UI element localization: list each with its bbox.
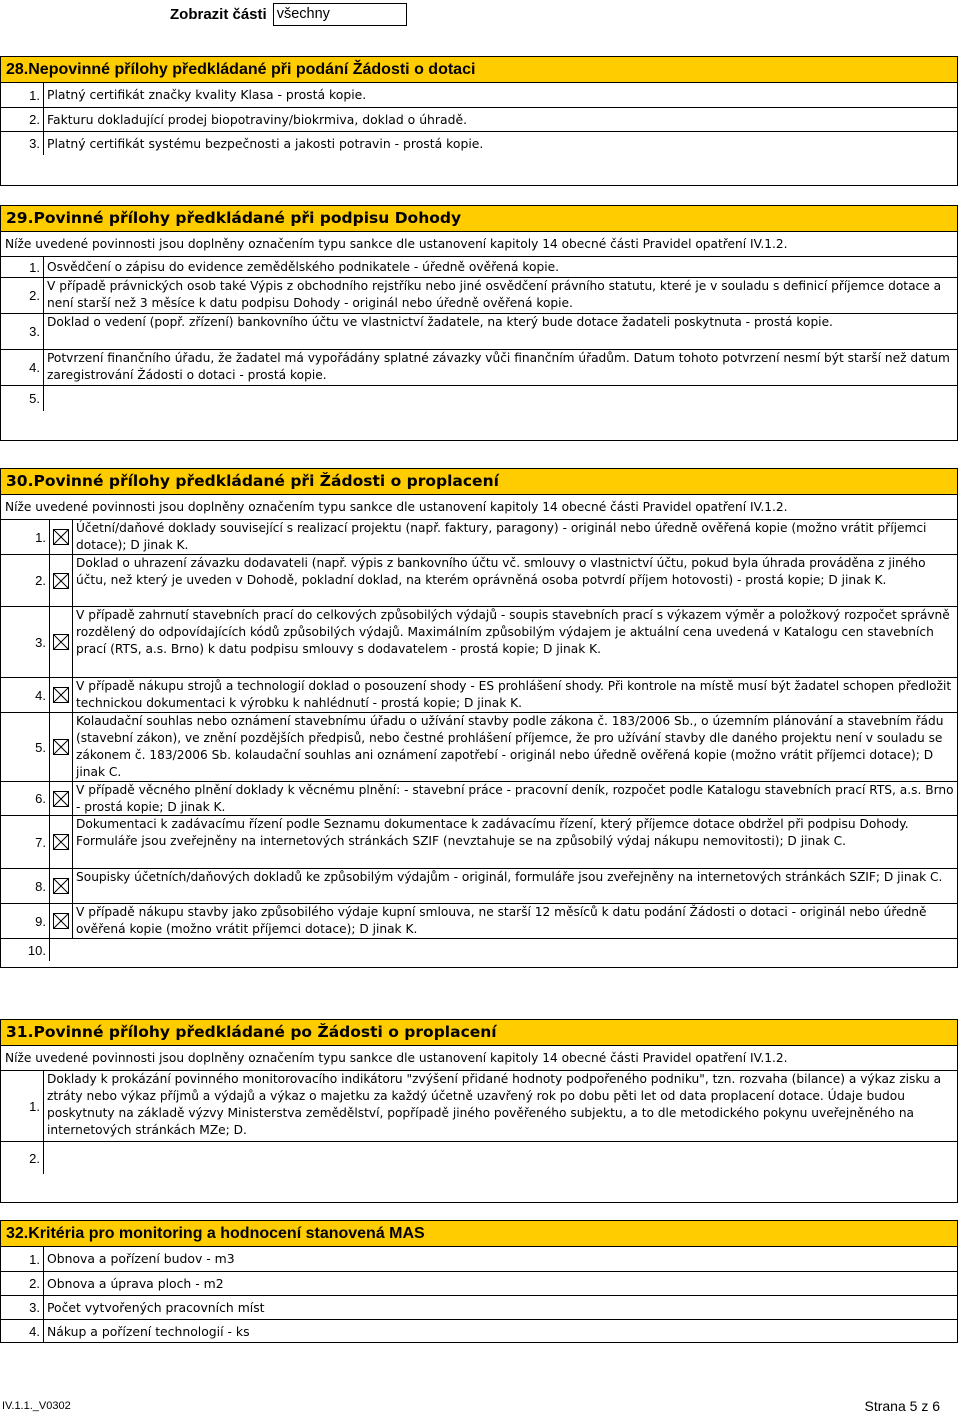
list-item (1, 1295, 957, 1319)
section-31-title: 31.Povinné přílohy předkládané po Žádosti o proplacení (1, 1020, 957, 1046)
item-text (49, 939, 957, 961)
list-item (1, 1070, 957, 1141)
checked-checkbox-icon[interactable] (49, 869, 72, 903)
list-item (1, 868, 957, 903)
part-filter (170, 2, 407, 26)
item-text: V případě zahrnutí stavebních prací do celkových způsobilých výdajů - soupis stavebních prací s výkazem výměr a položkový rozpočet správně rozdělený do odpovídajících kódů způsobilých výdajů. Maximálním způsobilým výdajem je aktuální cena uvedená v Katalogu cen stavebních prací (RTS, a.s. Brno) k datu podpisu smlouvy s dodavatelem - prostá kopie; D jinak K. (72, 607, 957, 677)
item-number: 4. (35, 687, 46, 703)
section-29 (0, 205, 958, 441)
section-29-title: 29.Povinné přílohy předkládané při podpisu Dohody (1, 206, 957, 232)
item-text: Obnova a úprava ploch - m2 (43, 1272, 957, 1295)
item-text: Obnova a pořízení budov - m3 (43, 1247, 957, 1271)
section-32-title: 32.Kritéria pro monitoring a hodnocení stanovená MAS (1, 1221, 957, 1247)
list-item (1, 256, 957, 277)
list-item (1, 712, 957, 781)
item-text (43, 386, 957, 411)
checked-checkbox-icon[interactable] (49, 678, 72, 712)
item-text: Nákup a pořízení technologií - ks (43, 1320, 957, 1343)
part-select[interactable]: všechny (273, 3, 407, 26)
list-item (1, 277, 957, 313)
section-31-intro: Níže uvedené povinnosti jsou doplněny označením typu sankce dle ustanovení kapitoly 14 obecné části Pravidel opatření IV.1.2. (5, 1051, 788, 1065)
item-text: V případě právnických osob také Výpis z obchodního rejstříku nebo jiné osvědčení právního statutu, které je v souladu s definicí příjemce dotace a není starší než 3 měsíce k datu podpisu Dohody - originál nebo úředně ověřená kopie. (43, 278, 957, 313)
list-item (1, 313, 957, 349)
list-item (1, 1319, 957, 1343)
document-code: IV.1.1._V0302 (2, 1400, 71, 1412)
item-number: 2. (35, 573, 46, 588)
item-number: 5. (35, 739, 46, 755)
item-text: Kolaudační souhlas nebo oznámení stavebnímu úřadu o užívání stavby podle zákona č. 183/2006 Sb., o územním plánování a stavebním řádu (stavební zákon), ve znění pozdějších předpisů, nebo čestné prohlášení příjemce, že pro užívání stavby dle daného projektu není v souladu se zákonem č. 183/2006 Sb. kolaudační souhlas ani oznámení zapotřebí - originál nebo úředně ověřená kopie (možno vrátit příjemci dotace); D jinak C. (72, 713, 957, 781)
checked-checkbox-icon[interactable] (49, 607, 72, 677)
filter-label: Zobrazit části (170, 5, 267, 23)
item-number: 10. (27, 942, 46, 958)
item-text: Platný certifikát systému bezpečnosti a jakosti potravin - prostá kopie. (43, 132, 957, 155)
item-number: 6. (35, 791, 46, 806)
list-item (1, 107, 957, 131)
section-29-intro: Níže uvedené povinnosti jsou doplněny označením typu sankce dle ustanovení kapitoly 14 obecné části Pravidel opatření IV.1.2. (5, 237, 788, 251)
section-30-title: 30.Povinné přílohy předkládané při Žádosti o proplacení (1, 469, 957, 495)
list-item (1, 131, 957, 155)
section-32 (0, 1220, 958, 1343)
section-30 (0, 468, 958, 968)
list-item (1, 1271, 957, 1295)
item-text: Osvědčení o zápisu do evidence zemědělského podnikatele - úředně ověřená kopie. (43, 257, 957, 277)
item-number: 9. (35, 913, 46, 929)
item-text: V případě nákupu strojů a technologií doklad o posouzení shody - ES prohlášení shody. Při kontrole na místě musí být žadatel schopen předložit technickou dokumentaci k výrobku k nahlédnutí - prostá kopie; D jinak K. (72, 678, 957, 712)
checked-checkbox-icon[interactable] (49, 520, 72, 554)
list-item (1, 606, 957, 677)
page-number: Strana 5 z 6 (864, 1398, 940, 1414)
item-number: 2. (29, 112, 40, 127)
item-text: Účetní/daňové doklady související s realizací projektu (např. faktury, paragony) - originál nebo úředně ověřená kopie (možno vrátit příjemci dotace); D jinak K. (72, 520, 957, 554)
checked-checkbox-icon[interactable] (49, 904, 72, 938)
item-text: Doklad o vedení (popř. zřízení) bankovního účtu ve vlastnictví žadatele, na který bude dotace žadateli poskytnuta - prostá kopie. (43, 314, 957, 349)
list-item (1, 677, 957, 712)
checked-checkbox-icon[interactable] (49, 555, 72, 606)
item-number: 5. (29, 391, 40, 406)
list-item (1, 519, 957, 554)
list-item (1, 903, 957, 938)
list-item (1, 815, 957, 868)
item-number: 2. (29, 1276, 40, 1291)
item-number: 1. (29, 1251, 40, 1267)
item-number: 4. (29, 1324, 40, 1339)
item-number: 2. (29, 1150, 40, 1166)
checked-checkbox-icon[interactable] (49, 816, 72, 868)
item-text: Počet vytvořených pracovních míst (43, 1296, 957, 1319)
item-number: 7. (35, 834, 46, 850)
item-number: 1. (29, 259, 40, 275)
item-number: 3. (35, 634, 46, 650)
item-text: V případě nákupu stavby jako způsobilého výdaje kupní smlouva, ne starší 12 měsíců k datu podání Žádosti o dotaci - originál nebo úředně ověřená kopie (možno vrátit příjemci dotace); D jinak K. (72, 904, 957, 938)
checked-checkbox-icon[interactable] (49, 782, 72, 815)
list-item (1, 385, 957, 411)
list-item (1, 938, 957, 961)
list-item (1, 554, 957, 606)
item-text: Potvrzení finančního úřadu, že žadatel má vypořádány splatné závazky vůči finančním úřadům. Datum tohoto potvrzení nesmí být starší než datum zaregistrování Žádosti o dotaci - prostá kopie. (43, 350, 957, 385)
item-text: Platný certifikát značky kvality Klasa - prostá kopie. (43, 83, 957, 107)
item-number: 3. (29, 324, 40, 339)
item-number: 1. (29, 87, 40, 103)
item-text: Dokumentaci k zadávacímu řízení podle Seznamu dokumentace k zadávacímu řízení, který příjemce dotace obdržel při podpisu Dohody. Formuláře jsou zveřejněny na internetových stránkách SZIF (nevztahuje se na způsobilý výdaj nákupu nemovitosti); D jinak C. (72, 816, 957, 868)
item-number: 1. (29, 1098, 40, 1114)
item-text: Fakturu dokladující prodej biopotraviny/biokrmiva, doklad o úhradě. (43, 108, 957, 131)
section-31 (0, 1019, 958, 1203)
section-28-title: 28.Nepovinné přílohy předkládané při podání Žádosti o dotaci (1, 57, 957, 83)
item-number: 1. (35, 529, 46, 545)
list-item (1, 1141, 957, 1174)
list-item (1, 781, 957, 815)
list-item (1, 83, 957, 107)
item-text: Doklad o uhrazení závazku dodavateli (např. výpis z bankovního účtu vč. smlouvy o vlastnictví účtu, pokud byla úhrada prováděna z jiného účtu, než který je uveden v Dohodě, pokladní doklad, na kterém oprávněná osoba potvrdí příjem hotovosti) - prostá kopie; D jinak K. (72, 555, 957, 606)
item-text: Soupisky účetních/daňových dokladů ke způsobilým výdajům - originál, formuláře jsou zveřejněny na internetových stránkách SZIF; D jinak C. (72, 869, 957, 903)
section-28 (0, 56, 958, 186)
item-number: 3. (29, 1300, 40, 1315)
item-number: 2. (29, 288, 40, 303)
item-number: 3. (29, 136, 40, 151)
section-30-intro: Níže uvedené povinnosti jsou doplněny označením typu sankce dle ustanovení kapitoly 14 obecné části Pravidel opatření IV.1.2. (5, 500, 788, 514)
list-item (1, 1247, 957, 1271)
item-text (43, 1142, 957, 1174)
item-number: 8. (35, 878, 46, 894)
checked-checkbox-icon[interactable] (49, 713, 72, 781)
item-number: 4. (29, 360, 40, 375)
item-text: Doklady k prokázání povinného monitorovacího indikátoru "zvýšení přidané hodnoty podpořeného podniku", tzn. rozvaha (bilance) a výkaz zisku a ztráty nebo výkaz příjmů a výdajů a výkaz o majetku za každý účetně uzavřený rok po dobu pěti let od data proplacení dotace. Údaje budou poskytnuty na základě výzvy Ministerstva zemědělství, popřípadě jiného pověřeného subjektu, a to dle metodického pokynu uveřejněného na internetových stránkách MZe; D. (43, 1071, 957, 1141)
list-item (1, 349, 957, 385)
item-text: V případě věcného plnění doklady k věcnému plnění: - stavební práce - pracovní deník, rozpočet podle Katalogu stavebních prací RTS, a.s. Brno - prostá kopie; D jinak K. (72, 782, 957, 815)
